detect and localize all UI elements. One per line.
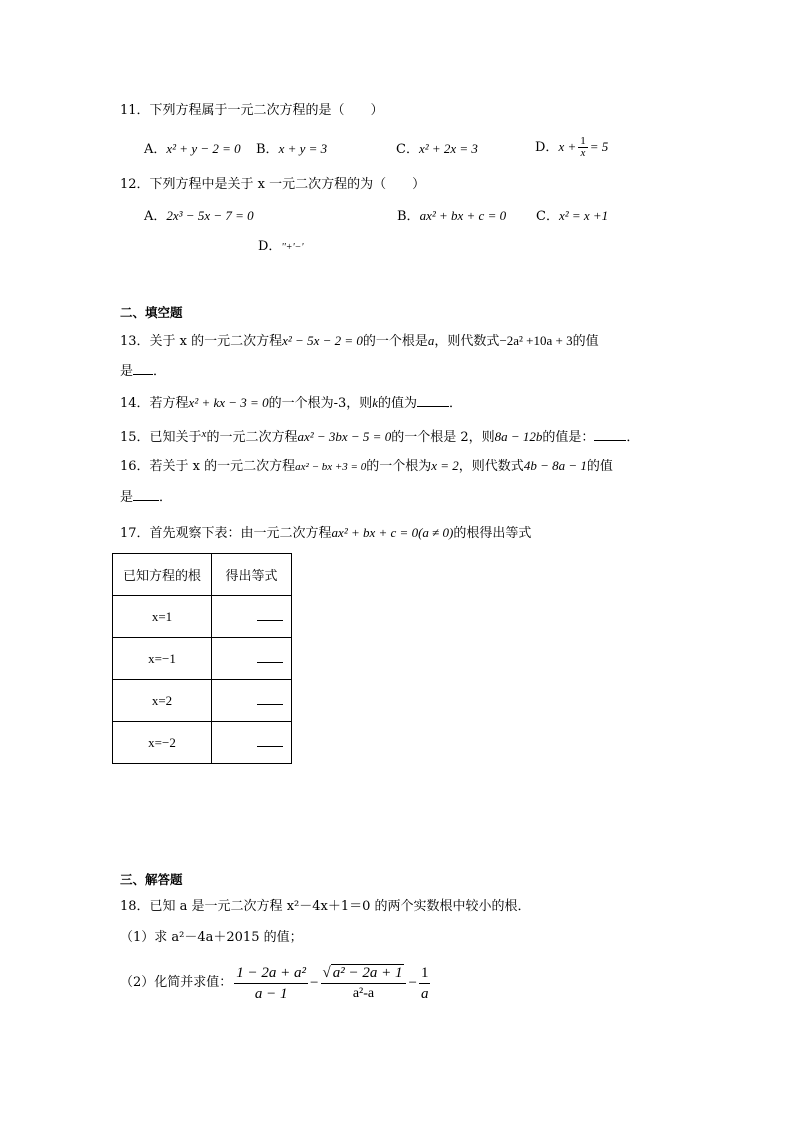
- fraction: [578, 136, 588, 159]
- fraction-denominator: a²-a: [352, 985, 375, 1001]
- option-label: C．: [536, 209, 559, 224]
- option-math: 2x³ − 5x − 7 = 0: [166, 208, 254, 223]
- answer-blank[interactable]: [257, 650, 283, 663]
- fraction-1: [234, 963, 308, 1004]
- q11-option-d: [535, 131, 608, 164]
- q18-part1: （1）求 a²－4a＋2015 的值；: [120, 930, 303, 945]
- text: ，则代数式: [458, 459, 524, 474]
- fraction-numerator: 1: [419, 963, 431, 984]
- text: 的值: [586, 459, 613, 474]
- option-math: ʹʹ+ʹ−ʹ: [281, 242, 304, 253]
- q17-line: [120, 524, 531, 543]
- option-math: x + y = 3: [278, 141, 328, 156]
- option-math-pre: x +: [558, 139, 577, 154]
- text: 的一元二次方程: [206, 430, 298, 445]
- table-cell-root: x=−2: [113, 722, 212, 764]
- fraction-numerator: 1: [580, 135, 586, 147]
- text: 的一个根是: [362, 334, 428, 349]
- fraction-2: [321, 963, 407, 1004]
- answer-blank[interactable]: [257, 692, 283, 705]
- q12-option-d: [258, 238, 304, 257]
- table-row: [113, 680, 292, 722]
- q12-stem: 12．下列方程中是关于 x 一元二次方程的为（ ）: [120, 177, 426, 192]
- fraction-denominator: a: [420, 985, 429, 1002]
- variable: k: [372, 395, 379, 410]
- equation: ax² + bx + c = 0(a ≠ 0): [331, 525, 454, 540]
- equation: ax² − bx +3 = 0: [295, 461, 367, 473]
- text: 的值是：: [542, 430, 595, 445]
- q11-option-b: [256, 140, 327, 159]
- answer-blank[interactable]: [257, 608, 283, 621]
- table-header-row: [113, 554, 292, 596]
- text: 的值: [572, 334, 599, 349]
- table-cell-root: x=−1: [113, 638, 212, 680]
- option-label: D．: [258, 239, 282, 254]
- option-math: x² + y − 2 = 0: [166, 141, 241, 156]
- part-label: （2）化简并求值：: [120, 975, 233, 990]
- answer-blank[interactable]: [133, 362, 153, 375]
- text: ，则代数式: [434, 334, 500, 349]
- answer-blank[interactable]: [417, 394, 449, 407]
- text: 14．若方程: [120, 396, 189, 411]
- table-cell-blank[interactable]: [212, 638, 292, 680]
- table-header: 得出等式: [212, 554, 292, 596]
- table-header: 已知方程的根: [113, 554, 212, 596]
- q12-option-a: [144, 207, 254, 226]
- option-math-post: = 5: [589, 139, 609, 154]
- q11-stem: 11．下列方程属于一元二次方程的是（ ）: [120, 103, 384, 118]
- answer-blank[interactable]: [594, 428, 626, 441]
- variable: a: [427, 333, 435, 348]
- q18-stem: 18．已知 a 是一元二次方程 x²－4x＋1＝0 的两个实数根中较小的根．: [120, 899, 531, 914]
- text: 的一个根为: [366, 459, 432, 474]
- section-title-fill-in: 二、填空题: [120, 305, 183, 320]
- text: 的根得出等式: [453, 526, 532, 541]
- operator: −: [310, 975, 319, 991]
- q16-line2: 是 ．: [120, 490, 173, 505]
- expression: 4b − 8a − 1: [523, 458, 587, 473]
- text: 13．关于 x 的一元二次方程: [120, 334, 283, 349]
- text: 15．已知关于: [120, 430, 202, 445]
- table-cell-root: x=1: [113, 596, 212, 638]
- text: 的一个根是 2，则: [391, 430, 495, 445]
- fraction-numerator: √ a² − 2a + 1: [321, 963, 407, 984]
- fraction-3: [419, 963, 431, 1004]
- q18-part2: [120, 962, 432, 1004]
- text: 是: [120, 364, 134, 379]
- option-label: D．: [535, 140, 559, 155]
- q11-option-c: [396, 140, 478, 159]
- table-cell-blank[interactable]: [212, 680, 292, 722]
- root: x = 2: [431, 458, 459, 473]
- option-label: B．: [256, 142, 279, 157]
- q15-line: 15．已知关于$^x$的一元二次方程ax² − 3bx − 5 = 0的一个根是 2，则8a − 12b的值是： ．: [120, 428, 640, 445]
- section-title-solve: 三、解答题: [120, 872, 183, 887]
- option-label: C．: [396, 142, 419, 157]
- variable: x: [201, 428, 207, 440]
- expression: −2a² +10a + 3: [499, 333, 573, 348]
- table-row: [113, 722, 292, 764]
- equation: x² + kx − 3 = 0: [188, 395, 269, 410]
- table-cell-blank[interactable]: [212, 722, 292, 764]
- text: 的一个根为-3，则: [268, 396, 373, 411]
- expression: 8a − 12b: [494, 429, 543, 444]
- q13-line2: 是 ．: [120, 364, 167, 379]
- equation: x² − 5x − 2 = 0: [282, 333, 363, 348]
- q16-line1: [120, 457, 613, 476]
- table-cell-root: x=2: [113, 680, 212, 722]
- text: 的值为: [378, 396, 418, 411]
- option-label: B．: [397, 209, 420, 224]
- operator: −: [408, 975, 417, 991]
- sqrt-radicand: a² − 2a + 1: [332, 964, 403, 981]
- q11-option-a: [144, 140, 241, 159]
- q12-option-b: [397, 207, 506, 226]
- equation: ax² − 3bx − 5 = 0: [297, 429, 392, 444]
- option-label: A．: [144, 209, 167, 224]
- option-math: ax² + bx + c = 0: [419, 208, 507, 223]
- q13-line1: [120, 332, 599, 351]
- fraction-denominator: x: [580, 147, 586, 159]
- text: 17．首先观察下表：由一元二次方程: [120, 526, 332, 541]
- answer-blank[interactable]: [257, 734, 283, 747]
- roots-table: [112, 553, 292, 764]
- q14-line: 14．若方程x² + kx − 3 = 0的一个根为-3，则k的值为 ．: [120, 395, 463, 411]
- text: 16．若关于 x 的一元二次方程: [120, 459, 296, 474]
- option-math: x² + 2x = 3: [418, 141, 478, 156]
- q12-option-c: [536, 207, 608, 226]
- table-row: [113, 596, 292, 638]
- table-cell-blank[interactable]: [212, 596, 292, 638]
- option-label: A．: [144, 142, 167, 157]
- fraction-denominator: a − 1: [254, 985, 288, 1002]
- fraction-numerator: 1 − 2a + a²: [234, 963, 308, 984]
- option-math: x² = x +1: [558, 208, 609, 223]
- answer-blank[interactable]: [133, 488, 159, 501]
- table-row: [113, 638, 292, 680]
- text: 是: [120, 490, 134, 505]
